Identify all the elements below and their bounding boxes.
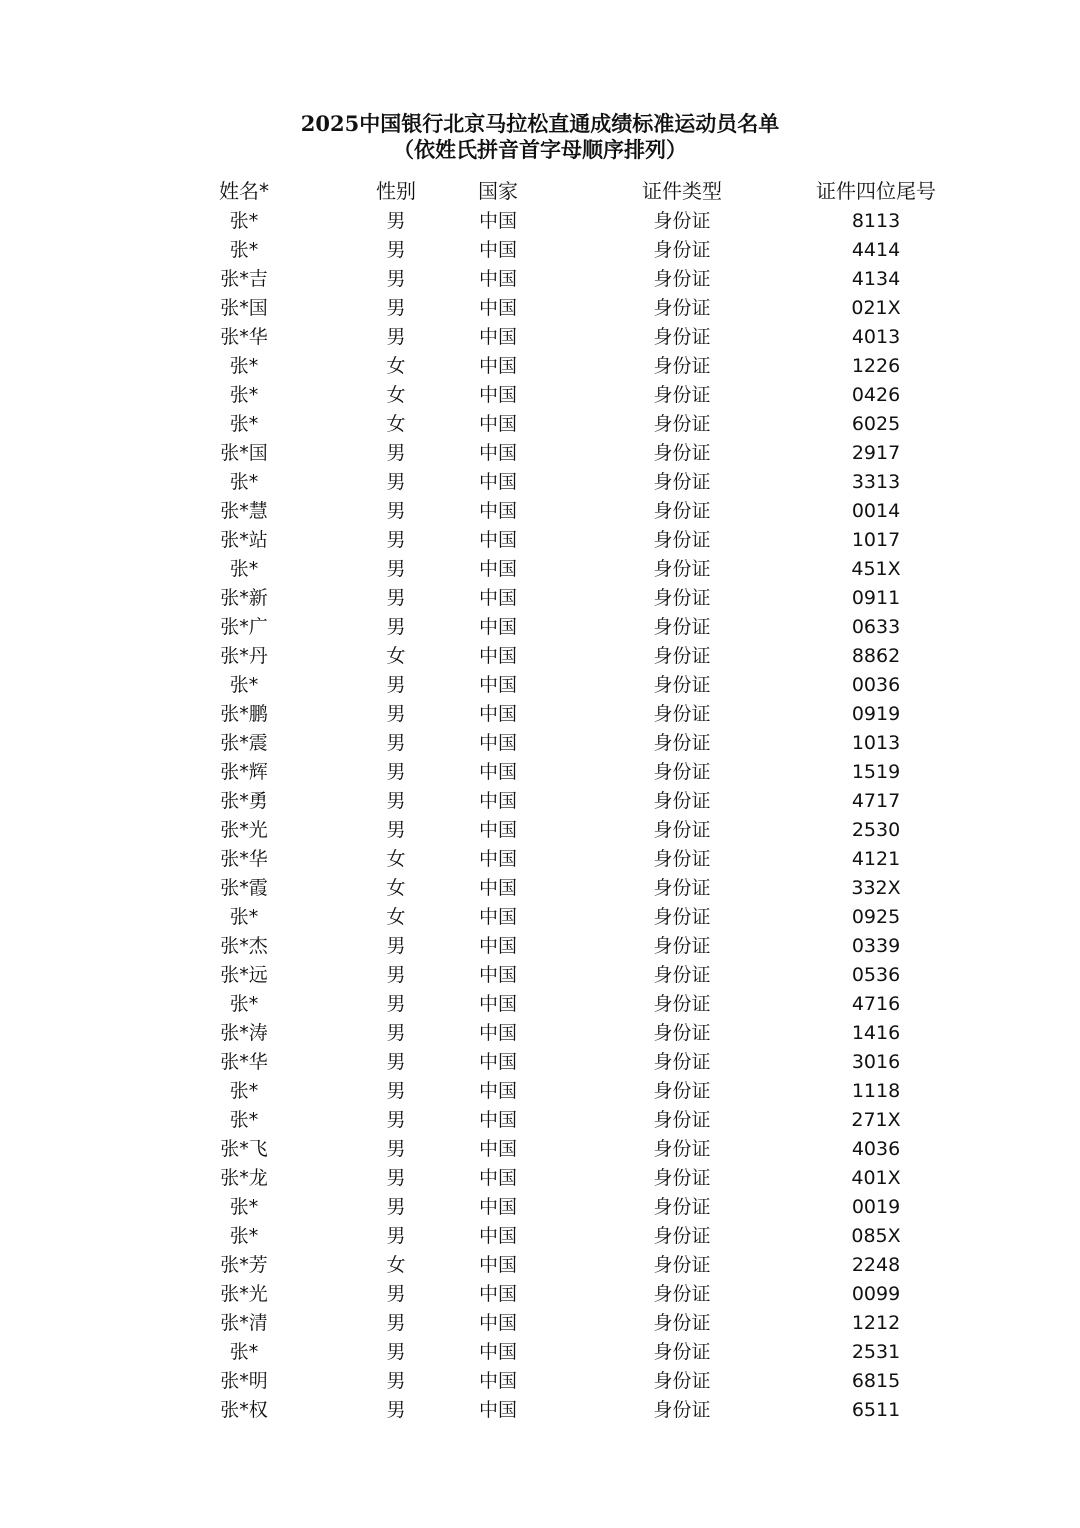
cell-name: 张* bbox=[229, 413, 259, 435]
cell-id-last4: 451X bbox=[851, 558, 901, 580]
cell-id-last4: 6025 bbox=[851, 413, 901, 435]
cell-id-last4: 4134 bbox=[851, 268, 901, 290]
table-row bbox=[0, 932, 1080, 961]
cell-id-type: 身份证 bbox=[653, 848, 711, 870]
cell-gender: 男 bbox=[386, 1370, 406, 1392]
cell-name: 张* bbox=[229, 355, 259, 377]
cell-gender: 男 bbox=[386, 732, 406, 754]
cell-id-last4: 0911 bbox=[851, 587, 901, 609]
cell-gender: 男 bbox=[386, 1283, 406, 1305]
cell-gender: 男 bbox=[386, 819, 406, 841]
cell-id-last4: 6815 bbox=[851, 1370, 901, 1392]
cell-id-last4: 2530 bbox=[851, 819, 901, 841]
cell-country: 中国 bbox=[478, 1370, 517, 1392]
cell-gender: 女 bbox=[386, 848, 406, 870]
cell-name: 张*广 bbox=[220, 616, 268, 638]
cell-id-type: 身份证 bbox=[653, 1196, 711, 1218]
table-row bbox=[0, 323, 1080, 352]
cell-gender: 男 bbox=[386, 210, 406, 232]
cell-id-last4: 4121 bbox=[851, 848, 901, 870]
cell-id-type: 身份证 bbox=[653, 993, 711, 1015]
cell-name: 张*吉 bbox=[220, 268, 268, 290]
cell-id-type: 身份证 bbox=[653, 1225, 711, 1247]
cell-name: 张* bbox=[229, 906, 259, 928]
cell-id-last4: 1519 bbox=[851, 761, 901, 783]
cell-id-last4: 0633 bbox=[851, 616, 901, 638]
cell-country: 中国 bbox=[478, 1109, 517, 1131]
cell-id-type: 身份证 bbox=[653, 935, 711, 957]
cell-name: 张*国 bbox=[220, 442, 268, 464]
cell-country: 中国 bbox=[478, 674, 517, 696]
cell-id-type: 身份证 bbox=[653, 732, 711, 754]
cell-gender: 男 bbox=[386, 1196, 406, 1218]
table-row bbox=[0, 729, 1080, 758]
cell-id-last4: 1416 bbox=[851, 1022, 901, 1044]
cell-gender: 男 bbox=[386, 993, 406, 1015]
cell-gender: 男 bbox=[386, 1109, 406, 1131]
table-row bbox=[0, 1106, 1080, 1135]
cell-gender: 男 bbox=[386, 500, 406, 522]
cell-name: 张* bbox=[229, 1109, 259, 1131]
cell-name: 张* bbox=[229, 1080, 259, 1102]
cell-id-type: 身份证 bbox=[653, 906, 711, 928]
cell-gender: 男 bbox=[386, 674, 406, 696]
table-row bbox=[0, 555, 1080, 584]
cell-id-type: 身份证 bbox=[653, 1138, 711, 1160]
table-row bbox=[0, 1396, 1080, 1425]
cell-id-type: 身份证 bbox=[653, 529, 711, 551]
table-row bbox=[0, 1309, 1080, 1338]
cell-id-last4: 0339 bbox=[851, 935, 901, 957]
table-row bbox=[0, 1164, 1080, 1193]
cell-gender: 女 bbox=[386, 355, 406, 377]
table-row bbox=[0, 265, 1080, 294]
table-row bbox=[0, 700, 1080, 729]
cell-name: 张*权 bbox=[220, 1399, 268, 1421]
cell-name: 张*慧 bbox=[220, 500, 268, 522]
cell-id-type: 身份证 bbox=[653, 964, 711, 986]
cell-country: 中国 bbox=[478, 1022, 517, 1044]
cell-gender: 男 bbox=[386, 1399, 406, 1421]
cell-gender: 男 bbox=[386, 935, 406, 957]
cell-id-type: 身份证 bbox=[653, 1167, 711, 1189]
cell-id-last4: 1212 bbox=[851, 1312, 901, 1334]
cell-country: 中国 bbox=[478, 529, 517, 551]
document-title: 2025中国银行北京马拉松直通成绩标准运动员名单 bbox=[300, 111, 780, 136]
cell-id-last4: 0014 bbox=[851, 500, 901, 522]
table-row bbox=[0, 1077, 1080, 1106]
cell-id-last4: 1226 bbox=[851, 355, 901, 377]
cell-country: 中国 bbox=[478, 819, 517, 841]
cell-id-type: 身份证 bbox=[653, 1399, 711, 1421]
cell-id-last4: 8862 bbox=[851, 645, 901, 667]
cell-id-type: 身份证 bbox=[653, 1312, 711, 1334]
cell-country: 中国 bbox=[478, 1341, 517, 1363]
cell-id-last4: 0925 bbox=[851, 906, 901, 928]
cell-country: 中国 bbox=[478, 935, 517, 957]
cell-country: 中国 bbox=[478, 1138, 517, 1160]
cell-name: 张*华 bbox=[220, 848, 268, 870]
header-id-last4: 证件四位尾号 bbox=[816, 179, 936, 203]
cell-country: 中国 bbox=[478, 645, 517, 667]
cell-country: 中国 bbox=[478, 906, 517, 928]
cell-id-type: 身份证 bbox=[653, 413, 711, 435]
cell-name: 张*光 bbox=[220, 1283, 268, 1305]
cell-id-type: 身份证 bbox=[653, 210, 711, 232]
cell-country: 中国 bbox=[478, 1080, 517, 1102]
cell-gender: 男 bbox=[386, 268, 406, 290]
cell-id-type: 身份证 bbox=[653, 326, 711, 348]
cell-id-type: 身份证 bbox=[653, 1051, 711, 1073]
cell-country: 中国 bbox=[478, 1283, 517, 1305]
cell-gender: 女 bbox=[386, 906, 406, 928]
cell-id-type: 身份证 bbox=[653, 1283, 711, 1305]
cell-name: 张*霞 bbox=[220, 877, 268, 899]
cell-id-type: 身份证 bbox=[653, 1109, 711, 1131]
cell-country: 中国 bbox=[478, 239, 517, 261]
cell-gender: 男 bbox=[386, 1167, 406, 1189]
table-row bbox=[0, 613, 1080, 642]
cell-id-last4: 8113 bbox=[851, 210, 901, 232]
cell-country: 中国 bbox=[478, 964, 517, 986]
cell-id-type: 身份证 bbox=[653, 1080, 711, 1102]
cell-country: 中国 bbox=[478, 848, 517, 870]
cell-gender: 男 bbox=[386, 703, 406, 725]
cell-id-type: 身份证 bbox=[653, 1341, 711, 1363]
cell-id-last4: 4717 bbox=[851, 790, 901, 812]
cell-name: 张*震 bbox=[220, 732, 268, 754]
cell-country: 中国 bbox=[478, 1225, 517, 1247]
cell-name: 张*站 bbox=[220, 529, 268, 551]
table-row bbox=[0, 1251, 1080, 1280]
cell-gender: 男 bbox=[386, 297, 406, 319]
cell-gender: 男 bbox=[386, 1138, 406, 1160]
cell-id-type: 身份证 bbox=[653, 790, 711, 812]
cell-id-type: 身份证 bbox=[653, 616, 711, 638]
cell-id-last4: 0426 bbox=[851, 384, 901, 406]
cell-id-last4: 1118 bbox=[851, 1080, 901, 1102]
cell-id-type: 身份证 bbox=[653, 384, 711, 406]
cell-gender: 男 bbox=[386, 616, 406, 638]
cell-id-last4: 0036 bbox=[851, 674, 901, 696]
cell-country: 中国 bbox=[478, 1051, 517, 1073]
table-row bbox=[0, 352, 1080, 381]
cell-country: 中国 bbox=[478, 558, 517, 580]
cell-gender: 男 bbox=[386, 1225, 406, 1247]
cell-id-last4: 085X bbox=[851, 1225, 901, 1247]
cell-name: 张*鹏 bbox=[220, 703, 268, 725]
table-row bbox=[0, 1193, 1080, 1222]
cell-name: 张* bbox=[229, 239, 259, 261]
cell-id-last4: 3016 bbox=[851, 1051, 901, 1073]
table-row bbox=[0, 990, 1080, 1019]
cell-id-last4: 271X bbox=[851, 1109, 901, 1131]
cell-country: 中国 bbox=[478, 413, 517, 435]
cell-id-type: 身份证 bbox=[653, 471, 711, 493]
cell-name: 张*芳 bbox=[220, 1254, 268, 1276]
cell-country: 中国 bbox=[478, 500, 517, 522]
cell-country: 中国 bbox=[478, 761, 517, 783]
cell-id-last4: 0019 bbox=[851, 1196, 901, 1218]
cell-id-type: 身份证 bbox=[653, 645, 711, 667]
cell-id-type: 身份证 bbox=[653, 268, 711, 290]
cell-name: 张*勇 bbox=[220, 790, 268, 812]
cell-id-last4: 1013 bbox=[851, 732, 901, 754]
table-row bbox=[0, 758, 1080, 787]
cell-gender: 女 bbox=[386, 413, 406, 435]
cell-name: 张*杰 bbox=[220, 935, 268, 957]
cell-name: 张* bbox=[229, 1196, 259, 1218]
cell-id-type: 身份证 bbox=[653, 674, 711, 696]
header-gender: 性别 bbox=[376, 179, 416, 203]
cell-id-type: 身份证 bbox=[653, 877, 711, 899]
cell-name: 张*飞 bbox=[220, 1138, 268, 1160]
cell-id-last4: 1017 bbox=[851, 529, 901, 551]
cell-gender: 男 bbox=[386, 1312, 406, 1334]
table-row bbox=[0, 497, 1080, 526]
cell-name: 张* bbox=[229, 674, 259, 696]
cell-name: 张*清 bbox=[220, 1312, 268, 1334]
table-row bbox=[0, 642, 1080, 671]
cell-id-type: 身份证 bbox=[653, 819, 711, 841]
cell-id-type: 身份证 bbox=[653, 1022, 711, 1044]
header-country: 国家 bbox=[478, 179, 518, 203]
cell-id-last4: 6511 bbox=[851, 1399, 901, 1421]
cell-country: 中国 bbox=[478, 355, 517, 377]
cell-id-last4: 021X bbox=[851, 297, 901, 319]
cell-country: 中国 bbox=[478, 1167, 517, 1189]
cell-country: 中国 bbox=[478, 326, 517, 348]
cell-country: 中国 bbox=[478, 1312, 517, 1334]
cell-id-type: 身份证 bbox=[653, 761, 711, 783]
cell-gender: 男 bbox=[386, 442, 406, 464]
cell-name: 张*辉 bbox=[220, 761, 268, 783]
cell-gender: 女 bbox=[386, 645, 406, 667]
cell-name: 张*远 bbox=[220, 964, 268, 986]
cell-id-last4: 4036 bbox=[851, 1138, 901, 1160]
cell-id-type: 身份证 bbox=[653, 239, 711, 261]
cell-country: 中国 bbox=[478, 790, 517, 812]
cell-id-last4: 3313 bbox=[851, 471, 901, 493]
document-subtitle: （依姓氏拼音首字母顺序排列） bbox=[393, 137, 687, 162]
cell-id-last4: 0099 bbox=[851, 1283, 901, 1305]
cell-id-type: 身份证 bbox=[653, 703, 711, 725]
cell-country: 中国 bbox=[478, 384, 517, 406]
cell-gender: 男 bbox=[386, 558, 406, 580]
table-row bbox=[0, 1019, 1080, 1048]
table-row bbox=[0, 787, 1080, 816]
cell-name: 张*新 bbox=[220, 587, 268, 609]
cell-name: 张*明 bbox=[220, 1370, 268, 1392]
cell-id-last4: 4716 bbox=[851, 993, 901, 1015]
table-row bbox=[0, 845, 1080, 874]
cell-country: 中国 bbox=[478, 442, 517, 464]
table-row bbox=[0, 1135, 1080, 1164]
cell-name: 张* bbox=[229, 384, 259, 406]
cell-gender: 女 bbox=[386, 1254, 406, 1276]
cell-gender: 男 bbox=[386, 964, 406, 986]
cell-id-type: 身份证 bbox=[653, 1254, 711, 1276]
table-row bbox=[0, 961, 1080, 990]
table-row bbox=[0, 236, 1080, 265]
cell-name: 张* bbox=[229, 993, 259, 1015]
cell-country: 中国 bbox=[478, 210, 517, 232]
cell-gender: 男 bbox=[386, 1022, 406, 1044]
table-row bbox=[0, 1280, 1080, 1309]
table-row bbox=[0, 1338, 1080, 1367]
table-row bbox=[0, 410, 1080, 439]
cell-gender: 男 bbox=[386, 761, 406, 783]
table-row bbox=[0, 439, 1080, 468]
cell-id-last4: 2531 bbox=[851, 1341, 901, 1363]
cell-country: 中国 bbox=[478, 732, 517, 754]
cell-id-type: 身份证 bbox=[653, 442, 711, 464]
cell-id-last4: 332X bbox=[851, 877, 901, 899]
cell-gender: 男 bbox=[386, 790, 406, 812]
cell-country: 中国 bbox=[478, 1196, 517, 1218]
table-row bbox=[0, 526, 1080, 555]
cell-country: 中国 bbox=[478, 877, 517, 899]
cell-name: 张* bbox=[229, 1341, 259, 1363]
cell-gender: 男 bbox=[386, 239, 406, 261]
cell-id-type: 身份证 bbox=[653, 500, 711, 522]
table-row bbox=[0, 903, 1080, 932]
cell-name: 张*龙 bbox=[220, 1167, 268, 1189]
cell-name: 张* bbox=[229, 558, 259, 580]
cell-id-type: 身份证 bbox=[653, 558, 711, 580]
cell-name: 张*涛 bbox=[220, 1022, 268, 1044]
cell-country: 中国 bbox=[478, 297, 517, 319]
cell-id-last4: 0919 bbox=[851, 703, 901, 725]
cell-id-last4: 4013 bbox=[851, 326, 901, 348]
cell-gender: 男 bbox=[386, 1341, 406, 1363]
cell-id-type: 身份证 bbox=[653, 355, 711, 377]
table-row bbox=[0, 468, 1080, 497]
cell-gender: 男 bbox=[386, 326, 406, 348]
table-row bbox=[0, 207, 1080, 236]
cell-country: 中国 bbox=[478, 993, 517, 1015]
table-row bbox=[0, 294, 1080, 323]
cell-gender: 女 bbox=[386, 384, 406, 406]
cell-name: 张* bbox=[229, 471, 259, 493]
cell-name: 张*光 bbox=[220, 819, 268, 841]
table-row bbox=[0, 584, 1080, 613]
cell-id-last4: 0536 bbox=[851, 964, 901, 986]
cell-gender: 男 bbox=[386, 587, 406, 609]
cell-country: 中国 bbox=[478, 616, 517, 638]
cell-id-type: 身份证 bbox=[653, 297, 711, 319]
cell-country: 中国 bbox=[478, 1399, 517, 1421]
header-name: 姓名* bbox=[219, 179, 269, 203]
cell-country: 中国 bbox=[478, 471, 517, 493]
athlete-roster-table bbox=[0, 175, 1080, 1425]
cell-id-last4: 4414 bbox=[851, 239, 901, 261]
table-row bbox=[0, 671, 1080, 700]
cell-country: 中国 bbox=[478, 1254, 517, 1276]
cell-name: 张* bbox=[229, 210, 259, 232]
cell-name: 张*丹 bbox=[220, 645, 268, 667]
cell-id-last4: 2248 bbox=[851, 1254, 901, 1276]
cell-country: 中国 bbox=[478, 587, 517, 609]
cell-country: 中国 bbox=[478, 268, 517, 290]
table-row bbox=[0, 816, 1080, 845]
cell-country: 中国 bbox=[478, 703, 517, 725]
cell-gender: 男 bbox=[386, 1051, 406, 1073]
table-row bbox=[0, 1367, 1080, 1396]
cell-id-last4: 401X bbox=[851, 1167, 901, 1189]
cell-gender: 男 bbox=[386, 529, 406, 551]
cell-id-last4: 2917 bbox=[851, 442, 901, 464]
cell-gender: 男 bbox=[386, 471, 406, 493]
cell-name: 张*华 bbox=[220, 326, 268, 348]
cell-id-type: 身份证 bbox=[653, 1370, 711, 1392]
table-header-row bbox=[0, 175, 1080, 207]
table-row bbox=[0, 1048, 1080, 1077]
cell-name: 张*国 bbox=[220, 297, 268, 319]
header-id-type: 证件类型 bbox=[642, 179, 722, 203]
cell-gender: 男 bbox=[386, 1080, 406, 1102]
cell-gender: 女 bbox=[386, 877, 406, 899]
cell-id-type: 身份证 bbox=[653, 587, 711, 609]
cell-name: 张* bbox=[229, 1225, 259, 1247]
table-row bbox=[0, 381, 1080, 410]
table-row bbox=[0, 874, 1080, 903]
table-row bbox=[0, 1222, 1080, 1251]
cell-name: 张*华 bbox=[220, 1051, 268, 1073]
